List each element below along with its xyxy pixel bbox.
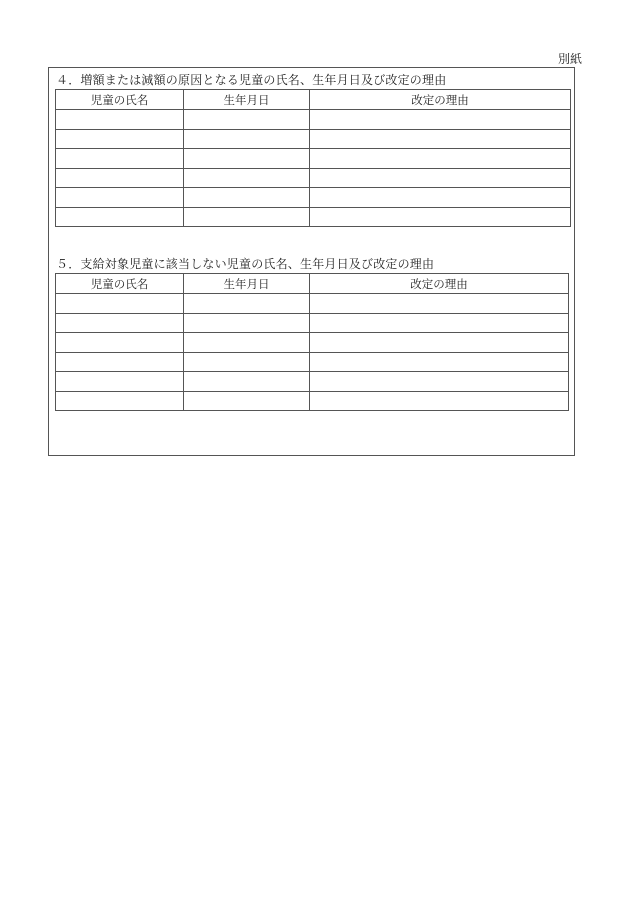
table-row bbox=[56, 294, 569, 314]
table-row bbox=[56, 391, 569, 411]
table-row bbox=[56, 168, 571, 188]
birthdate-cell[interactable] bbox=[184, 372, 310, 392]
table-row bbox=[56, 207, 571, 227]
revision-reason-cell[interactable] bbox=[310, 149, 571, 169]
table-header-row bbox=[56, 90, 571, 110]
table-row bbox=[56, 129, 571, 149]
child-name-cell[interactable] bbox=[56, 352, 184, 372]
table-row bbox=[56, 352, 569, 372]
birthdate-cell[interactable] bbox=[184, 313, 310, 333]
birthdate-cell[interactable] bbox=[184, 352, 310, 372]
child-name-cell[interactable] bbox=[56, 129, 184, 149]
table-row bbox=[56, 333, 569, 353]
section-5-table bbox=[55, 273, 569, 411]
revision-reason-cell[interactable] bbox=[310, 294, 569, 314]
revision-reason-cell[interactable] bbox=[310, 207, 571, 227]
child-name-cell[interactable] bbox=[56, 294, 184, 314]
column-header-revision-reason: 改定の理由 bbox=[310, 90, 571, 110]
birthdate-cell[interactable] bbox=[184, 333, 310, 353]
child-name-cell[interactable] bbox=[56, 168, 184, 188]
table-row bbox=[56, 313, 569, 333]
table-row bbox=[56, 149, 571, 169]
revision-reason-cell[interactable] bbox=[310, 391, 569, 411]
child-name-cell[interactable] bbox=[56, 391, 184, 411]
child-name-cell[interactable] bbox=[56, 110, 184, 130]
column-header-child-name: 児童の氏名 bbox=[56, 274, 184, 294]
revision-reason-cell[interactable] bbox=[310, 333, 569, 353]
child-name-cell[interactable] bbox=[56, 207, 184, 227]
column-header-revision-reason: 改定の理由 bbox=[310, 274, 569, 294]
birthdate-cell[interactable] bbox=[184, 188, 310, 208]
revision-reason-cell[interactable] bbox=[310, 313, 569, 333]
table-row bbox=[56, 372, 569, 392]
column-header-child-name: 児童の氏名 bbox=[56, 90, 184, 110]
child-name-cell[interactable] bbox=[56, 333, 184, 353]
birthdate-cell[interactable] bbox=[184, 110, 310, 130]
revision-reason-cell[interactable] bbox=[310, 110, 571, 130]
table-header-row bbox=[56, 274, 569, 294]
birthdate-cell[interactable] bbox=[184, 129, 310, 149]
birthdate-cell[interactable] bbox=[184, 391, 310, 411]
child-name-cell[interactable] bbox=[56, 372, 184, 392]
section-4-title: ４．増額または減額の原因となる児童の氏名、生年月日及び改定の理由 bbox=[56, 73, 447, 87]
revision-reason-cell[interactable] bbox=[310, 129, 571, 149]
child-name-cell[interactable] bbox=[56, 149, 184, 169]
child-name-cell[interactable] bbox=[56, 313, 184, 333]
revision-reason-cell[interactable] bbox=[310, 372, 569, 392]
form-frame bbox=[48, 67, 575, 456]
revision-reason-cell[interactable] bbox=[310, 188, 571, 208]
section-5-title: ５．支給対象児童に該当しない児童の氏名、生年月日及び改定の理由 bbox=[56, 257, 435, 271]
revision-reason-cell[interactable] bbox=[310, 352, 569, 372]
section-4-table bbox=[55, 89, 571, 227]
birthdate-cell[interactable] bbox=[184, 294, 310, 314]
attachment-label: 別紙 bbox=[557, 52, 582, 66]
column-header-birthdate: 生年月日 bbox=[184, 274, 310, 294]
table-row bbox=[56, 188, 571, 208]
column-header-birthdate: 生年月日 bbox=[184, 90, 310, 110]
birthdate-cell[interactable] bbox=[184, 207, 310, 227]
child-name-cell[interactable] bbox=[56, 188, 184, 208]
birthdate-cell[interactable] bbox=[184, 168, 310, 188]
revision-reason-cell[interactable] bbox=[310, 168, 571, 188]
table-row bbox=[56, 110, 571, 130]
birthdate-cell[interactable] bbox=[184, 149, 310, 169]
